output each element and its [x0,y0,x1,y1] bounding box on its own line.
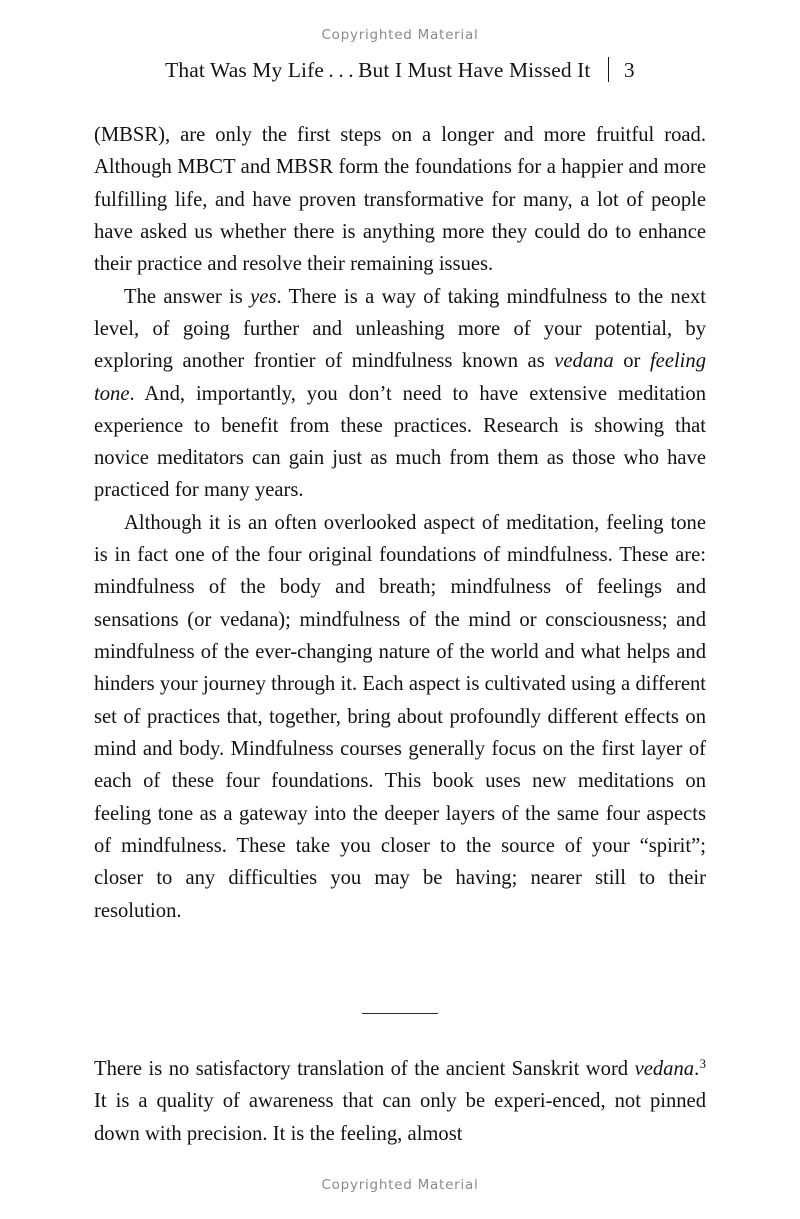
paragraph-1 [94,119,706,281]
running-head-title: That Was My Life . . . But I Must Have Missed It [165,58,591,82]
paragraph-4-segment-2: It is a quality of awareness that can only be experi-enced, not pinned down with precision. It is the feeling, almost [94,1090,706,1145]
paragraph-2-italic-feeling-tone: feeling tone [94,350,706,405]
paragraph-3-text: Although it is an often overlooked aspect of meditation, feeling tone is in fact one of the four original foundations of mindfulness. These are: mindfulness of the body and breath; mindfulness of feelings and sensations (or vedana); mindfulness of the mind or consciousness; and mindfulness of the ever-changing nature of the world and what helps and hinders your journey through it. Each aspect is cultivated using a different set of practices that, together, bring about profoundly different effects on mind and body. Mindfulness courses generally focus on the first layer of each of these four foundations. This book uses new meditations on feeling tone as a gateway into the deeper layers of the same four aspects of mindfulness. These take you closer to the source of your “spirit”; closer to any difficulties you may be having; nearer still to their resolution. [94,511,706,922]
paragraph-4 [94,1053,706,1150]
paragraph-2-segment-2: . There is a way of taking mindfulness to the next level, of going further and unleashing more of your potential, by exploring another frontier of mindfulness known as [94,285,706,373]
paragraph-2-segment-1: The answer is [124,285,251,308]
paragraph-1-text: (MBSR), are only the first steps on a longer and more fruitful road. Although MBCT and MBSR form the foundations for a happier and more fulfilling life, and have proven transformative for many, a lot of people have asked us whether there is anything more they could do to enhance their practice and resolve their remaining issues. [94,124,706,276]
section-break-rule [362,1013,438,1014]
paragraph-4-italic-vedana: vedana [634,1058,695,1080]
paragraph-2-italic-yes: yes [250,285,277,308]
body-text-column [94,119,706,927]
paragraph-4-segment-1: There is no satisfactory translation of the ancient Sanskrit word [94,1058,635,1080]
paragraph-2 [94,281,706,507]
paragraph-3 [94,507,706,927]
page-number: 3 [623,58,635,82]
paragraph-2-segment-4: . And, importantly, you don’t need to have extensive meditation experience to benefit from these practices. Research is showing that novice meditators can gain just as much from them as those who have practiced for many years. [94,382,706,502]
footnote-marker: 3 [699,1057,706,1072]
closing-text-column [94,1053,706,1150]
section-break [0,1010,800,1014]
copyright-watermark-top: Copyrighted Material [321,27,479,43]
running-head-separator [608,57,609,82]
paragraph-4-period: . [694,1058,700,1080]
paragraph-2-segment-3: or [613,350,650,373]
paragraph-2-italic-vedana: vedana [554,350,614,373]
copyright-watermark-bottom: Copyrighted Material [321,1177,479,1193]
running-head [94,56,706,84]
